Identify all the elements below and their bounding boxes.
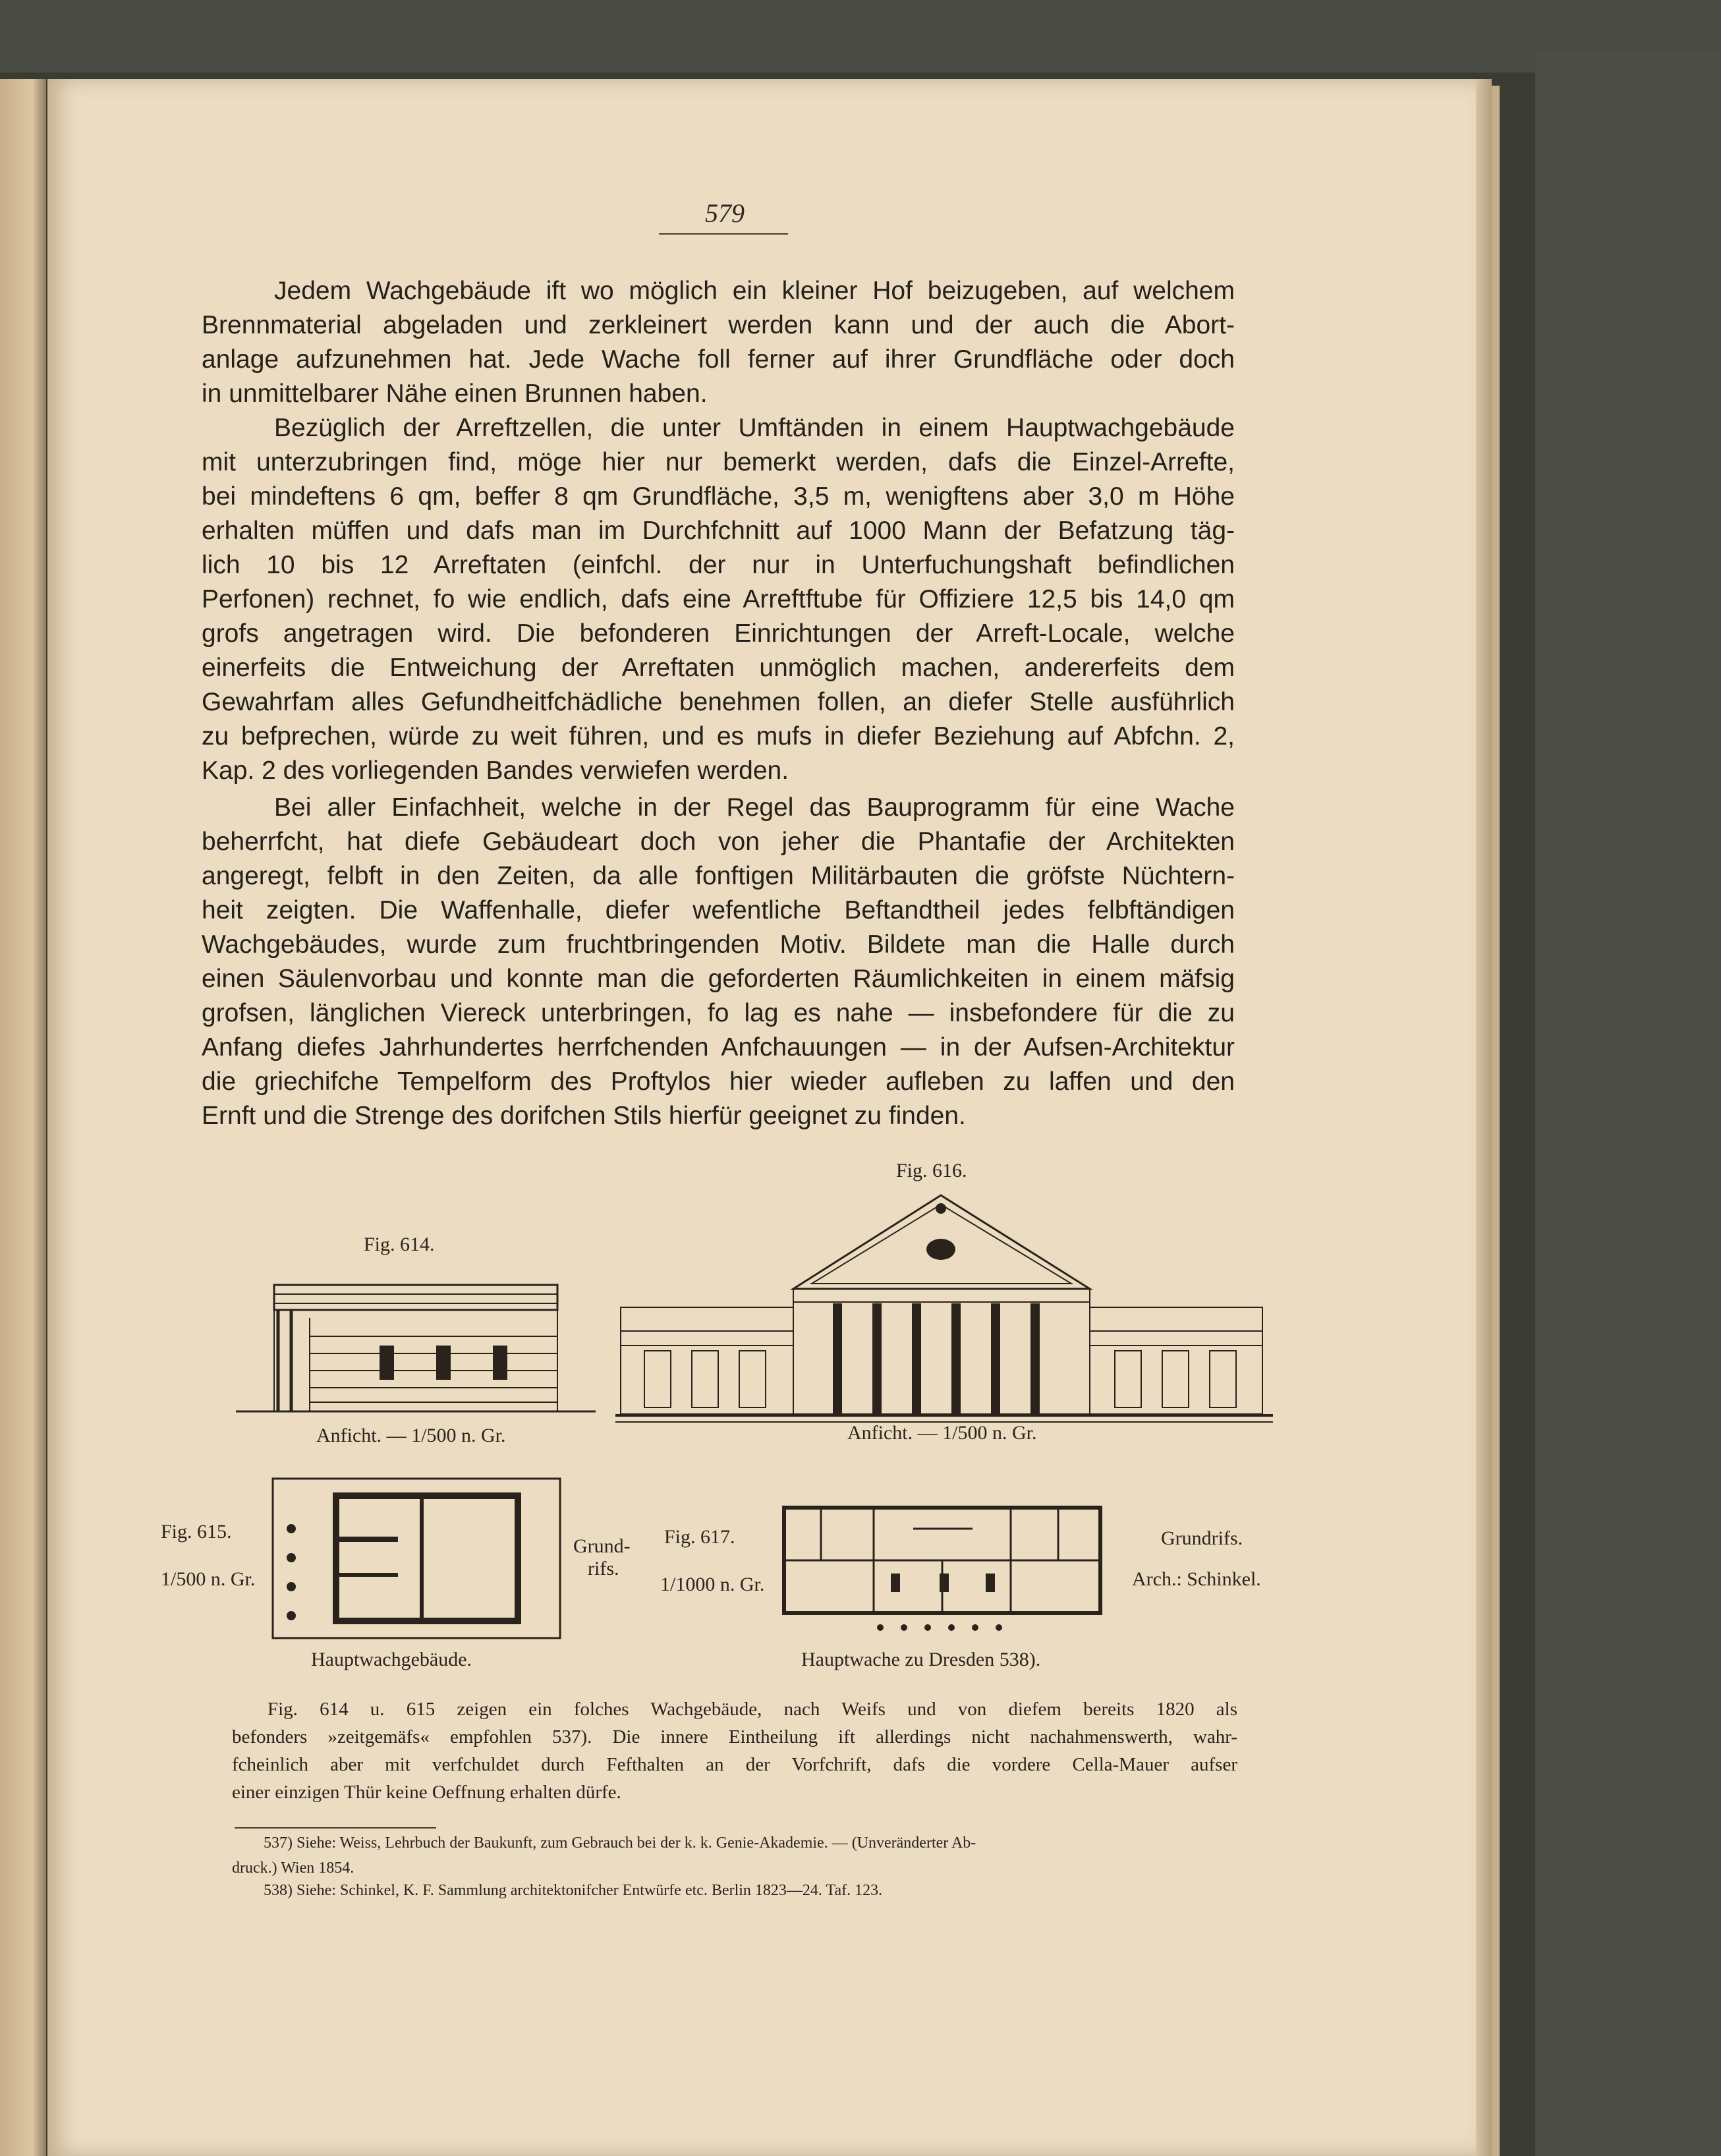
- book-cover-right: [1535, 53, 1721, 2156]
- fig617-caption: Hauptwache zu Dresden 538).: [801, 1649, 1041, 1670]
- page-number-rule: [659, 233, 788, 235]
- text-line: Ernft und die Strenge des dorifchen Stils hierfür geeignet zu finden.: [202, 1102, 966, 1130]
- text-line: Kap. 2 des vorliegenden Bandes verwiefen werden.: [202, 756, 789, 785]
- previous-page-edge: [0, 79, 46, 2156]
- footnote-line: 538) Siehe: Schinkel, K. F. Sammlung architektonifcher Entwürfe etc. Berlin 1823—24. Taf. 123.: [264, 1882, 883, 1899]
- text-line: Bezüglich der Arreftzellen, die unter Umftänden in einem Hauptwachgebäude: [274, 414, 1235, 442]
- fig614-label: Fig. 614.: [364, 1234, 435, 1255]
- page-stack-edge-inner: [1492, 86, 1500, 2156]
- text-line: Jedem Wachgebäude ift wo möglich ein kleiner Hof beizugeben, auf welchem: [274, 277, 1235, 305]
- fig617-side-label-2: Arch.: Schinkel.: [1132, 1568, 1261, 1590]
- page-number: 579: [705, 198, 745, 228]
- small-text-line: fcheinlich aber mit verfchuldet durch Fefthalten an der Vorfchrift, dafs die vordere Cella-Mauer aufser: [232, 1754, 1237, 1775]
- footnote-rule: [235, 1827, 436, 1829]
- book-cover-top: [0, 0, 1721, 72]
- fig615-floor-plan: [270, 1476, 563, 1641]
- text-line: lich 10 bis 12 Arreftaten (einfchl. der nur in Unterfuchungshaft befindlichen: [202, 551, 1235, 579]
- text-line: beherrfcht, hat diefe Gebäudeart doch von jeher die Phantafie der Architekten: [202, 828, 1235, 856]
- text-line: mit unterzubringen find, möge hier nur bemerkt werden, dafs die Einzel-Arrefte,: [202, 448, 1235, 476]
- fig617-label: Fig. 617.: [664, 1526, 735, 1548]
- text-line: Bei aller Einfachheit, welche in der Regel das Bauprogramm für eine Wache: [274, 793, 1235, 822]
- text-line: anlage aufzunehmen hat. Jede Wache foll ferner auf ihrer Grundfläche oder doch: [202, 345, 1235, 374]
- text-line: Anfang diefes Jahrhundertes herrfchenden Anfchauungen — in der Aufsen-Architektur: [202, 1033, 1235, 1062]
- page-stack-edge: [1476, 79, 1492, 2156]
- text-line: Gewahrfam alles Gefundheitfchädliche benehmen follen, an diefer Stelle ausführlich: [202, 688, 1235, 716]
- fig615-side-label-1: Grund-: [573, 1535, 631, 1557]
- fig615-side-label-2: rifs.: [588, 1558, 619, 1579]
- text-line: einerfeits die Entweichung der Arreftaten unmöglich machen, andererfeits dem: [202, 654, 1235, 682]
- fig614-caption: Anficht. — 1/500 n. Gr.: [316, 1425, 506, 1446]
- fig616-caption: Anficht. — 1/500 n. Gr.: [847, 1422, 1037, 1444]
- text-line: bei mindeftens 6 qm, beffer 8 qm Grundfläche, 3,5 m, wenigftens aber 3,0 m Höhe: [202, 482, 1235, 511]
- text-line: angeregt, felbft in den Zeiten, da alle fonftigen Militärbauten die gröfste Nüchtern-: [202, 862, 1235, 890]
- footnote-line: 537) Siehe: Weiss, Lehrbuch der Baukunft, zum Gebrauch bei der k. k. Genie-Akademie. — (Unveränderter Ab-: [264, 1834, 976, 1852]
- text-line: grofsen, länglichen Viereck unterbringen, fo lag es nahe — insbefondere für die zu: [202, 999, 1235, 1027]
- fig615-scale: 1/500 n. Gr.: [161, 1568, 256, 1590]
- fig617-side-label-1: Grundrifs.: [1161, 1527, 1243, 1549]
- fig616-label: Fig. 616.: [896, 1160, 967, 1181]
- fig617-floor-plan: [781, 1502, 1103, 1637]
- fig615-caption: Hauptwachgebäude.: [311, 1649, 472, 1670]
- fig616-elevation-drawing: [615, 1190, 1273, 1431]
- footnote-line: druck.) Wien 1854.: [232, 1859, 354, 1877]
- small-text-line: Fig. 614 u. 615 zeigen ein folches Wachgebäude, nach Weifs und von diefem bereits 1820 als: [268, 1699, 1237, 1720]
- text-line: erhalten müffen und dafs man im Durchfchnitt auf 1000 Mann der Befatzung täg-: [202, 517, 1235, 545]
- text-line: Brennmaterial abgeladen und zerkleinert werden kann und der auch die Abort-: [202, 311, 1235, 339]
- text-line: Wachgebäudes, wurde zum fruchtbringenden Motiv. Bildete man die Halle durch: [202, 930, 1235, 959]
- fig615-label: Fig. 615.: [161, 1521, 232, 1543]
- fig614-elevation-drawing: [236, 1272, 596, 1422]
- text-line: in unmittelbarer Nähe einen Brunnen haben.: [202, 380, 708, 408]
- text-line: einen Säulenvorbau und konnte man die geforderten Räumlichkeiten in einem mäfsig: [202, 965, 1235, 993]
- text-line: zu befprechen, würde zu weit führen, und es mufs in diefer Beziehung auf Abfchn. 2,: [202, 722, 1235, 751]
- small-text-line: einer einzigen Thür keine Oeffnung erhalten dürfe.: [232, 1782, 621, 1803]
- text-line: heit zeigten. Die Waffenhalle, diefer wefentliche Beftandtheil jedes felbftändigen: [202, 896, 1235, 924]
- text-line: die griechifche Tempelform des Proftylos hier wieder aufleben zu laffen und den: [202, 1067, 1235, 1096]
- text-line: Perfonen) rechnet, fo wie endlich, dafs eine Arreftftube für Offiziere 12,5 bis 14,0 qm: [202, 585, 1235, 613]
- text-line: grofs angetragen wird. Die befonderen Einrichtungen der Arreft-Locale, welche: [202, 619, 1235, 648]
- small-text-line: befonders »zeitgemäfs« empfohlen 537). Die innere Eintheilung ift allerdings nicht nachahmenswerth, wahr-: [232, 1726, 1237, 1747]
- fig617-scale: 1/1000 n. Gr.: [660, 1574, 765, 1595]
